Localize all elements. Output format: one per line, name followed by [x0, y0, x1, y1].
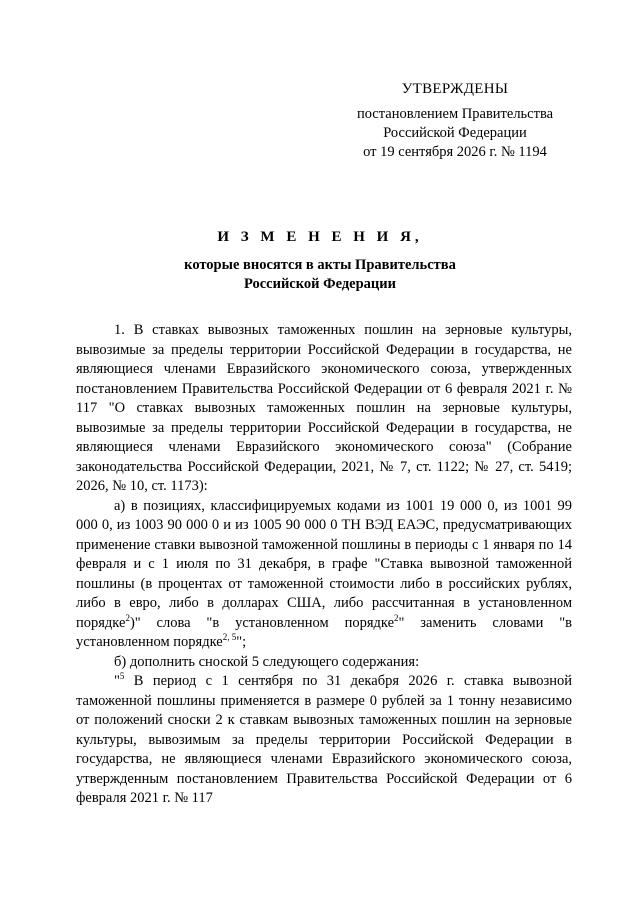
document-body: [76, 321, 572, 809]
approval-heading: УТВЕРЖДЕНЫ: [401, 81, 509, 97]
paragraph: 1. В ставках вывозных таможенных пошлин на зерновые культуры, вывозимые за пределы территории Российской Федерации в государства, не являющиеся членами Евразийского экономического союза, утвержденных постановлением Правительства Российской Федерации от 6 февраля 2021 г. № 117 "О ставках вывозных таможенных пошлин на зерновые культуры, вывозимые за пределы территории Российской Федерации в государства, не являющиеся членами Евразийского экономического союза" (Собрание законодательства Российской Федерации, 2021, № 7, ст. 1122; № 27, ст. 5419; 2026, № 10, ст. 1173):: [76, 322, 572, 494]
approval-line: Российской Федерации: [383, 125, 527, 141]
footnote-mark: 2, 5: [222, 632, 237, 643]
paragraph: [76, 672, 572, 809]
paragraph-text: В период с 1 сентября по 31 декабря 2026 г. ставка вывозной таможенной пошлины применяется в размере 0 рублей за 1 тонну независимо от положений сноски 2 к ставкам вывозных таможенных пошлин на зерновые культуры, вывозимым за пределы территории Российской Федерации в государства, не являющиеся членами Евразийского экономического союза, утвержденным постановлением Правительства Российской Федерации от 6 февраля 2021 г. № 117: [76, 673, 572, 806]
title-subtitle: Российской Федерации: [243, 276, 396, 292]
footnote-mark: 2: [125, 612, 130, 623]
paragraph-text: ";: [236, 634, 247, 650]
approval-stamp: [340, 80, 570, 162]
title-subtitle: которые вносятся в акты Правительства: [184, 257, 456, 273]
paragraph-text: )" слова "в установленном порядке: [129, 614, 395, 631]
quote-mark: ": [114, 673, 120, 689]
approval-line: от 19 сентября 2026 г. № 1194: [363, 144, 547, 160]
approval-line: постановлением Правительства: [356, 106, 554, 122]
paragraph: б) дополнить сноской 5 следующего содержания:: [114, 653, 420, 670]
footnote-mark: 5: [119, 671, 125, 682]
title-main: И З М Е Н Е Н И Я,: [217, 229, 423, 245]
document-title: [60, 228, 580, 294]
footnote-mark: 2: [394, 612, 399, 623]
paragraph-text: а) в позициях, классифицируемых кодами из 1001 19 000 0, из 1001 99 000 0, из 1003 90 000 0 и из 1005 90 000 0 ТН ВЭД ЕАЭС, предусматривающих применение ставки вывозной таможенной пошлины в периоды с 1 января по 14 февраля и с 1 июля по 31 декабря, в графе "Ставка вывозной таможенной пошлины (в процентах от таможенной стоимости либо в российских рублях, либо в евро, либо в долларах США, либо рассчитанная в установленном порядке: [76, 497, 572, 631]
paragraph: [76, 497, 572, 653]
paragraph-text: " заменить словами "в установленном порядке: [76, 614, 572, 650]
